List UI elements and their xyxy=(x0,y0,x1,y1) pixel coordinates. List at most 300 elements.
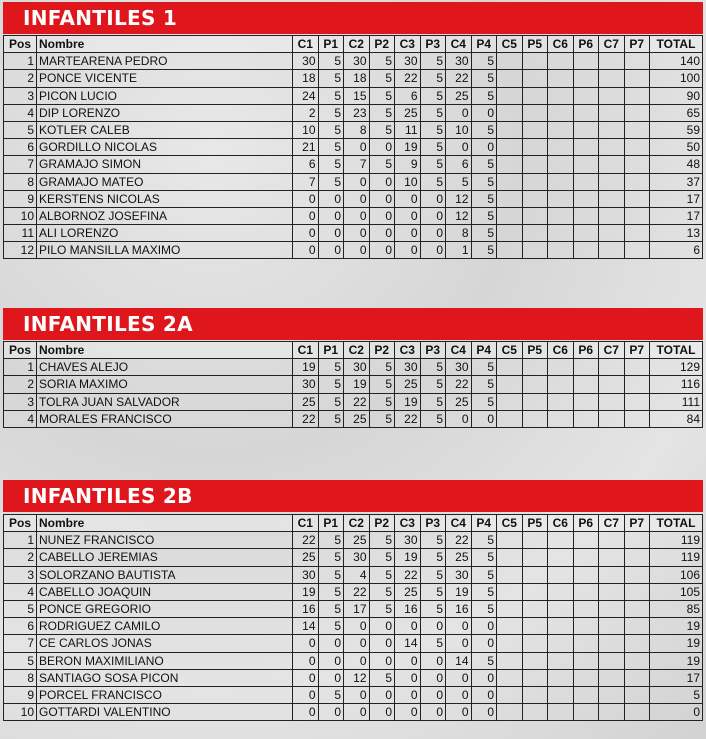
score-cell xyxy=(548,87,574,104)
table-row xyxy=(4,225,703,242)
score-cell xyxy=(522,53,548,70)
score-cell xyxy=(548,207,574,224)
results-table xyxy=(3,341,703,428)
score-cell: 18 xyxy=(344,70,370,87)
score-cell: 5 xyxy=(420,121,446,138)
score-cell: 6 xyxy=(293,156,319,173)
score-cell: 5 xyxy=(318,600,344,617)
score-cell: 1 xyxy=(446,242,472,259)
score-cell: 5 xyxy=(318,410,344,427)
score-cell xyxy=(497,704,523,721)
score-cell: 0 xyxy=(318,225,344,242)
score-cell xyxy=(548,686,574,703)
score-cell: 0 xyxy=(318,669,344,686)
score-cell: 0 xyxy=(344,704,370,721)
score-cell: 19 xyxy=(344,376,370,393)
score-cell: 0 xyxy=(344,207,370,224)
position-cell: 4 xyxy=(4,583,37,600)
score-cell xyxy=(548,566,574,583)
score-cell xyxy=(522,393,548,410)
score-cell: 5 xyxy=(471,70,497,87)
total-cell: 19 xyxy=(650,635,703,652)
score-cell xyxy=(599,121,625,138)
score-cell xyxy=(497,669,523,686)
score-cell xyxy=(573,225,599,242)
score-cell: 8 xyxy=(344,121,370,138)
score-cell xyxy=(573,70,599,87)
score-cell: 0 xyxy=(446,635,472,652)
score-cell: 9 xyxy=(395,156,421,173)
score-cell: 25 xyxy=(293,549,319,566)
score-cell: 0 xyxy=(395,618,421,635)
total-cell: 19 xyxy=(650,618,703,635)
score-cell xyxy=(522,207,548,224)
score-cell: 25 xyxy=(344,410,370,427)
table-row xyxy=(4,393,703,410)
score-cell: 0 xyxy=(420,225,446,242)
score-cell: 0 xyxy=(293,635,319,652)
score-cell: 5 xyxy=(420,359,446,376)
column-header: C7 xyxy=(599,515,625,532)
score-cell: 17 xyxy=(344,600,370,617)
score-cell: 5 xyxy=(318,376,344,393)
score-cell: 0 xyxy=(446,104,472,121)
table-row xyxy=(4,87,703,104)
table-row xyxy=(4,207,703,224)
position-cell: 3 xyxy=(4,87,37,104)
score-cell xyxy=(573,669,599,686)
position-cell: 3 xyxy=(4,566,37,583)
score-cell: 22 xyxy=(344,583,370,600)
score-cell: 25 xyxy=(395,376,421,393)
score-cell xyxy=(573,532,599,549)
total-cell: 119 xyxy=(650,532,703,549)
score-cell: 19 xyxy=(293,359,319,376)
score-cell xyxy=(599,566,625,583)
score-cell: 5 xyxy=(471,376,497,393)
total-cell: 50 xyxy=(650,139,703,156)
position-cell: 3 xyxy=(4,393,37,410)
column-header: P2 xyxy=(369,515,395,532)
score-cell xyxy=(599,652,625,669)
score-cell xyxy=(573,566,599,583)
section-title: INFANTILES 2A xyxy=(3,308,703,340)
score-cell: 5 xyxy=(420,549,446,566)
column-header: Nombre xyxy=(37,515,293,532)
score-cell xyxy=(624,549,650,566)
score-cell: 22 xyxy=(446,70,472,87)
score-cell: 30 xyxy=(344,359,370,376)
column-header: P6 xyxy=(573,342,599,359)
position-cell: 2 xyxy=(4,549,37,566)
score-cell xyxy=(497,156,523,173)
score-cell xyxy=(497,410,523,427)
score-cell: 21 xyxy=(293,139,319,156)
column-header: P2 xyxy=(369,342,395,359)
score-cell xyxy=(624,704,650,721)
score-cell: 22 xyxy=(395,566,421,583)
score-cell: 30 xyxy=(446,359,472,376)
score-cell xyxy=(497,393,523,410)
column-header: P7 xyxy=(624,342,650,359)
position-cell: 8 xyxy=(4,173,37,190)
score-cell: 5 xyxy=(471,190,497,207)
total-cell: 17 xyxy=(650,190,703,207)
score-cell xyxy=(522,549,548,566)
score-cell: 0 xyxy=(471,635,497,652)
score-cell: 0 xyxy=(369,618,395,635)
position-cell: 4 xyxy=(4,410,37,427)
score-cell xyxy=(522,225,548,242)
score-cell: 25 xyxy=(395,104,421,121)
score-cell: 5 xyxy=(420,376,446,393)
column-header: TOTAL xyxy=(650,36,703,53)
score-cell: 5 xyxy=(369,669,395,686)
header-row xyxy=(4,36,703,53)
score-cell xyxy=(548,393,574,410)
score-cell: 5 xyxy=(318,139,344,156)
score-cell: 7 xyxy=(293,173,319,190)
score-cell xyxy=(497,190,523,207)
score-cell: 5 xyxy=(369,410,395,427)
score-cell: 5 xyxy=(369,549,395,566)
position-cell: 1 xyxy=(4,53,37,70)
column-header: C7 xyxy=(599,36,625,53)
score-cell xyxy=(497,87,523,104)
position-cell: 4 xyxy=(4,104,37,121)
total-cell: 13 xyxy=(650,225,703,242)
score-cell xyxy=(624,600,650,617)
score-cell: 0 xyxy=(420,242,446,259)
score-cell: 5 xyxy=(471,583,497,600)
score-cell xyxy=(573,190,599,207)
score-cell: 11 xyxy=(395,121,421,138)
score-cell xyxy=(548,669,574,686)
score-cell xyxy=(573,393,599,410)
player-name-cell: NUNEZ FRANCISCO xyxy=(37,532,293,549)
score-cell xyxy=(573,121,599,138)
score-cell: 5 xyxy=(369,393,395,410)
player-name-cell: SOLORZANO BAUTISTA xyxy=(37,566,293,583)
position-cell: 12 xyxy=(4,242,37,259)
score-cell: 0 xyxy=(344,652,370,669)
table-row xyxy=(4,242,703,259)
column-header: P5 xyxy=(522,342,548,359)
score-cell xyxy=(599,190,625,207)
score-cell: 5 xyxy=(471,53,497,70)
score-cell: 0 xyxy=(318,207,344,224)
score-cell: 30 xyxy=(293,376,319,393)
score-cell: 5 xyxy=(318,156,344,173)
score-cell: 5 xyxy=(369,566,395,583)
score-cell xyxy=(548,704,574,721)
total-cell: 17 xyxy=(650,207,703,224)
table-row xyxy=(4,652,703,669)
score-cell: 5 xyxy=(318,87,344,104)
position-cell: 11 xyxy=(4,225,37,242)
table-row xyxy=(4,686,703,703)
score-cell: 0 xyxy=(369,207,395,224)
player-name-cell: GRAMAJO MATEO xyxy=(37,173,293,190)
score-cell: 0 xyxy=(369,225,395,242)
score-cell xyxy=(548,225,574,242)
score-cell: 0 xyxy=(344,242,370,259)
score-cell: 0 xyxy=(318,704,344,721)
score-cell: 0 xyxy=(293,686,319,703)
score-cell xyxy=(548,532,574,549)
column-header: C2 xyxy=(344,36,370,53)
score-cell: 7 xyxy=(344,156,370,173)
score-cell: 0 xyxy=(420,669,446,686)
total-cell: 6 xyxy=(650,242,703,259)
score-cell xyxy=(624,376,650,393)
score-cell xyxy=(548,635,574,652)
score-cell xyxy=(573,87,599,104)
score-cell: 0 xyxy=(344,190,370,207)
column-header: C5 xyxy=(497,515,523,532)
score-cell: 16 xyxy=(395,600,421,617)
column-header: C4 xyxy=(446,342,472,359)
score-cell xyxy=(548,242,574,259)
score-cell: 5 xyxy=(369,53,395,70)
score-cell: 5 xyxy=(369,600,395,617)
score-cell: 5 xyxy=(318,566,344,583)
column-header: Pos xyxy=(4,342,37,359)
score-cell xyxy=(497,635,523,652)
score-cell: 12 xyxy=(446,207,472,224)
score-cell xyxy=(522,686,548,703)
score-cell: 25 xyxy=(446,393,472,410)
score-cell xyxy=(522,87,548,104)
score-cell: 5 xyxy=(369,359,395,376)
score-cell: 0 xyxy=(420,704,446,721)
score-cell xyxy=(522,669,548,686)
score-cell: 5 xyxy=(369,156,395,173)
score-cell: 10 xyxy=(395,173,421,190)
column-header: P6 xyxy=(573,515,599,532)
score-cell: 0 xyxy=(369,139,395,156)
player-name-cell: GORDILLO NICOLAS xyxy=(37,139,293,156)
score-cell: 0 xyxy=(446,618,472,635)
score-cell xyxy=(548,156,574,173)
score-cell xyxy=(522,635,548,652)
score-cell xyxy=(522,121,548,138)
score-cell: 0 xyxy=(395,686,421,703)
results-table xyxy=(3,514,703,721)
score-cell: 22 xyxy=(446,376,472,393)
score-cell xyxy=(497,207,523,224)
score-cell: 5 xyxy=(471,156,497,173)
column-header: C1 xyxy=(293,342,319,359)
column-header: P5 xyxy=(522,515,548,532)
score-cell: 0 xyxy=(446,410,472,427)
score-cell: 5 xyxy=(369,583,395,600)
total-cell: 48 xyxy=(650,156,703,173)
score-cell: 0 xyxy=(369,173,395,190)
score-cell xyxy=(497,600,523,617)
section-title: INFANTILES 2B xyxy=(3,480,703,512)
score-cell: 24 xyxy=(293,87,319,104)
score-cell: 25 xyxy=(446,549,472,566)
score-cell xyxy=(573,173,599,190)
score-cell xyxy=(522,600,548,617)
score-cell xyxy=(548,139,574,156)
score-cell: 0 xyxy=(344,173,370,190)
player-name-cell: SORIA MAXIMO xyxy=(37,376,293,393)
score-cell: 5 xyxy=(471,652,497,669)
table-row xyxy=(4,190,703,207)
position-cell: 8 xyxy=(4,669,37,686)
score-cell: 19 xyxy=(395,139,421,156)
column-header: C5 xyxy=(497,342,523,359)
score-cell: 22 xyxy=(293,532,319,549)
score-cell: 5 xyxy=(420,583,446,600)
score-cell: 5 xyxy=(318,532,344,549)
score-cell: 14 xyxy=(446,652,472,669)
column-header: C1 xyxy=(293,36,319,53)
score-cell: 5 xyxy=(318,70,344,87)
score-cell xyxy=(522,376,548,393)
column-header: P3 xyxy=(420,342,446,359)
score-cell: 0 xyxy=(420,207,446,224)
column-header: P1 xyxy=(318,36,344,53)
score-cell xyxy=(522,190,548,207)
column-header: P7 xyxy=(624,36,650,53)
score-cell: 22 xyxy=(446,532,472,549)
score-cell xyxy=(599,635,625,652)
score-cell xyxy=(624,635,650,652)
table-row xyxy=(4,600,703,617)
position-cell: 5 xyxy=(4,121,37,138)
score-cell: 0 xyxy=(420,686,446,703)
score-cell: 0 xyxy=(471,704,497,721)
score-cell xyxy=(522,618,548,635)
table-row xyxy=(4,618,703,635)
score-cell: 0 xyxy=(395,669,421,686)
column-header: C2 xyxy=(344,342,370,359)
column-header: P1 xyxy=(318,342,344,359)
score-cell: 0 xyxy=(471,686,497,703)
total-cell: 111 xyxy=(650,393,703,410)
player-name-cell: DIP LORENZO xyxy=(37,104,293,121)
score-cell: 10 xyxy=(446,121,472,138)
score-cell: 0 xyxy=(420,618,446,635)
header-row xyxy=(4,342,703,359)
score-cell xyxy=(497,686,523,703)
score-cell: 4 xyxy=(344,566,370,583)
score-cell: 0 xyxy=(446,704,472,721)
score-cell: 0 xyxy=(369,635,395,652)
score-cell: 5 xyxy=(446,173,472,190)
score-cell xyxy=(573,376,599,393)
table-row xyxy=(4,53,703,70)
score-cell: 5 xyxy=(420,104,446,121)
score-cell xyxy=(497,583,523,600)
score-cell xyxy=(522,242,548,259)
table-row xyxy=(4,104,703,121)
score-cell xyxy=(548,549,574,566)
table-row xyxy=(4,410,703,427)
table-row xyxy=(4,376,703,393)
score-cell xyxy=(624,104,650,121)
score-cell: 0 xyxy=(420,190,446,207)
position-cell: 9 xyxy=(4,190,37,207)
score-cell xyxy=(599,359,625,376)
score-cell xyxy=(599,410,625,427)
score-cell xyxy=(599,242,625,259)
score-cell xyxy=(624,669,650,686)
total-cell: 100 xyxy=(650,70,703,87)
table-row xyxy=(4,669,703,686)
score-cell xyxy=(497,70,523,87)
score-cell: 5 xyxy=(318,53,344,70)
total-cell: 19 xyxy=(650,652,703,669)
player-name-cell: GRAMAJO SIMON xyxy=(37,156,293,173)
score-cell: 5 xyxy=(420,532,446,549)
position-cell: 2 xyxy=(4,376,37,393)
column-header: C6 xyxy=(548,36,574,53)
column-header: C5 xyxy=(497,36,523,53)
score-cell xyxy=(497,549,523,566)
player-name-cell: MARTEARENA PEDRO xyxy=(37,53,293,70)
score-cell xyxy=(522,139,548,156)
score-cell xyxy=(548,583,574,600)
score-cell: 22 xyxy=(395,410,421,427)
score-cell: 5 xyxy=(318,359,344,376)
score-cell: 5 xyxy=(420,70,446,87)
score-cell xyxy=(624,393,650,410)
total-cell: 17 xyxy=(650,669,703,686)
score-cell: 5 xyxy=(420,139,446,156)
player-name-cell: PICON LUCIO xyxy=(37,87,293,104)
score-cell xyxy=(497,139,523,156)
score-cell xyxy=(624,686,650,703)
score-cell xyxy=(599,207,625,224)
total-cell: 140 xyxy=(650,53,703,70)
score-cell: 0 xyxy=(344,686,370,703)
column-header: C3 xyxy=(395,515,421,532)
score-cell xyxy=(599,686,625,703)
score-cell xyxy=(573,104,599,121)
player-name-cell: PORCEL FRANCISCO xyxy=(37,686,293,703)
score-cell: 23 xyxy=(344,104,370,121)
score-cell xyxy=(624,652,650,669)
score-cell xyxy=(624,532,650,549)
score-cell xyxy=(573,583,599,600)
column-header: P3 xyxy=(420,36,446,53)
table-row xyxy=(4,121,703,138)
score-cell: 5 xyxy=(318,121,344,138)
header-row xyxy=(4,515,703,532)
score-cell: 5 xyxy=(471,359,497,376)
score-cell: 2 xyxy=(293,104,319,121)
score-cell: 30 xyxy=(395,53,421,70)
player-name-cell: CABELLO JOAQUIN xyxy=(37,583,293,600)
score-cell xyxy=(624,156,650,173)
score-cell: 5 xyxy=(318,583,344,600)
score-cell xyxy=(573,139,599,156)
total-cell: 105 xyxy=(650,583,703,600)
score-cell: 5 xyxy=(471,566,497,583)
score-cell xyxy=(599,70,625,87)
score-cell: 14 xyxy=(395,635,421,652)
score-cell: 0 xyxy=(293,704,319,721)
score-cell: 5 xyxy=(420,566,446,583)
score-cell xyxy=(624,190,650,207)
score-cell: 5 xyxy=(471,121,497,138)
table-row xyxy=(4,566,703,583)
score-cell: 12 xyxy=(344,669,370,686)
